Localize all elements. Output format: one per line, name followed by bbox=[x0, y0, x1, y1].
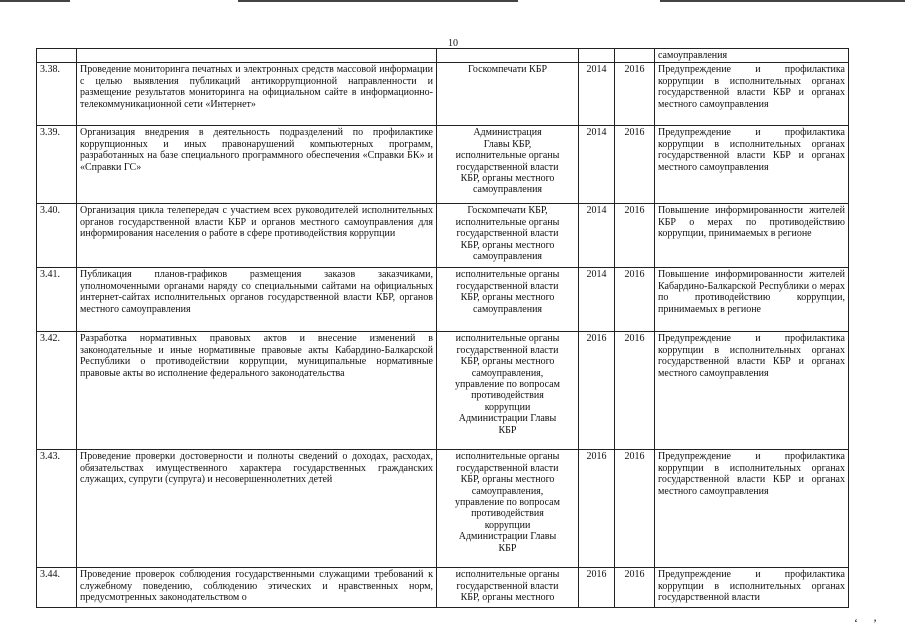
row-number: 3.39. bbox=[37, 126, 77, 204]
measure-executors: исполнительные органы государственной власти КБР, органы местного самоуправления bbox=[437, 268, 579, 332]
carryover-exec-cell bbox=[437, 49, 579, 63]
start-year: 2014 bbox=[579, 204, 615, 268]
measure-executors: исполнительные органы государственной власти КБР, органы местного bbox=[437, 568, 579, 608]
expected-result: Предупреждение и профилактика коррупции в исполнительных органах государственной власти КБР и органах местного самоуправления bbox=[655, 450, 849, 568]
expected-result: Предупреждение и профилактика коррупции в исполнительных органах государственной власти КБР и органах местного самоуправления bbox=[655, 332, 849, 450]
end-year: 2016 bbox=[615, 332, 655, 450]
row-number: 3.44. bbox=[37, 568, 77, 608]
end-year: 2016 bbox=[615, 268, 655, 332]
measure-description: Проведение проверки достоверности и полноты сведений о доходах, расходах, обязательствах имущественного характера государственных гражданских служащих, супруги (супруга) и несовершеннолетних детей bbox=[77, 450, 437, 568]
table-row bbox=[37, 450, 849, 568]
carryover-num-cell bbox=[37, 49, 77, 63]
measure-description: Организация цикла телепередач с участием всех руководителей исполнительных органов государственной власти КБР и органов местного самоуправления для информирования населения о работе в сфере противодействия коррупции bbox=[77, 204, 437, 268]
start-year: 2016 bbox=[579, 332, 615, 450]
start-year: 2016 bbox=[579, 450, 615, 568]
end-year: 2016 bbox=[615, 568, 655, 608]
carryover-end-cell bbox=[615, 49, 655, 63]
measure-description: Разработка нормативных правовых актов и внесение изменений в законодательные и иные нормативные правовые акты Кабардино-Балкарской Республики о противодействии коррупции, муниципальные нормативные правовые акты во исполнение федерального законодательства bbox=[77, 332, 437, 450]
end-year: 2016 bbox=[615, 126, 655, 204]
table-row bbox=[37, 204, 849, 268]
table-row bbox=[37, 332, 849, 450]
table-row-carryover bbox=[37, 49, 849, 63]
table-row bbox=[37, 568, 849, 608]
expected-result: Повышение информированности жителей Кабардино-Балкарской Республики о мерах по противодействию коррупции, принимаемых в регионе bbox=[655, 268, 849, 332]
measure-description: Проведение проверок соблюдения государственными служащими требований к служебному поведению, соблюдению этических и нравственных норм, предусмотренных законодательством о bbox=[77, 568, 437, 608]
start-year: 2014 bbox=[579, 126, 615, 204]
expected-result: Предупреждение и профилактика коррупции в исполнительных органах государственной власти bbox=[655, 568, 849, 608]
scan-edge-marks: ‘ ’ bbox=[854, 616, 883, 630]
measure-executors: исполнительные органы государственной власти КБР, органы местного самоуправления, управление по вопросам противодействия коррупции Администрации Главы КБР bbox=[437, 450, 579, 568]
start-year: 2014 bbox=[579, 63, 615, 126]
start-year: 2016 bbox=[579, 568, 615, 608]
carryover-result-cell: самоуправления bbox=[655, 49, 849, 63]
measure-executors: исполнительные органы государственной власти КБР, органы местного самоуправления, управление по вопросам противодействия коррупции Администрации Главы КБР bbox=[437, 332, 579, 450]
row-number: 3.40. bbox=[37, 204, 77, 268]
start-year: 2014 bbox=[579, 268, 615, 332]
row-number: 3.43. bbox=[37, 450, 77, 568]
measures-table bbox=[36, 48, 849, 608]
row-number: 3.38. bbox=[37, 63, 77, 126]
expected-result: Предупреждение и профилактика коррупции в исполнительных органах государственной власти КБР и органах местного самоуправления bbox=[655, 63, 849, 126]
top-edge-line-right bbox=[660, 0, 905, 2]
measure-executors: Администрация Главы КБР, исполнительные органы государственной власти КБР, органы местного самоуправления bbox=[437, 126, 579, 204]
table-row bbox=[37, 268, 849, 332]
end-year: 2016 bbox=[615, 204, 655, 268]
measure-description: Публикация планов-графиков размещения заказов заказчиками, уполномоченными органами наряду со специальными сайтами на официальных интернет-сайтах исполнительных органов государственной власти КБР, органов местного самоуправления bbox=[77, 268, 437, 332]
measure-executors: Госкомпечати КБР, исполнительные органы государственной власти КБР, органы местного самоуправления bbox=[437, 204, 579, 268]
end-year: 2016 bbox=[615, 63, 655, 126]
top-edge-line-center bbox=[238, 0, 518, 2]
table-row bbox=[37, 126, 849, 204]
carryover-start-cell bbox=[579, 49, 615, 63]
page-number: 10 bbox=[448, 38, 458, 49]
end-year: 2016 bbox=[615, 450, 655, 568]
measure-description: Организация внедрения в деятельность подразделений по профилактике коррупционных и иных правонарушений компьютерных программ, разработанных на базе специального программного обеспечения «Справки БК» и «Справки ГС» bbox=[77, 126, 437, 204]
top-edge-line-left bbox=[0, 0, 70, 2]
table-row bbox=[37, 63, 849, 126]
measure-executors: Госкомпечати КБР bbox=[437, 63, 579, 126]
carryover-desc-cell bbox=[77, 49, 437, 63]
row-number: 3.42. bbox=[37, 332, 77, 450]
measure-description: Проведение мониторинга печатных и электронных средств массовой информации с целью выявления публикаций антикоррупционной направленности и размещение результатов мониторинга на официальном сайте в информационно-телекоммуникационной сети «Интернет» bbox=[77, 63, 437, 126]
row-number: 3.41. bbox=[37, 268, 77, 332]
expected-result: Предупреждение и профилактика коррупции в исполнительных органах государственной власти КБР и органах местного самоуправления bbox=[655, 126, 849, 204]
expected-result: Повышение информированности жителей КБР о мерах по противодействию коррупции, принимаемых в регионе bbox=[655, 204, 849, 268]
